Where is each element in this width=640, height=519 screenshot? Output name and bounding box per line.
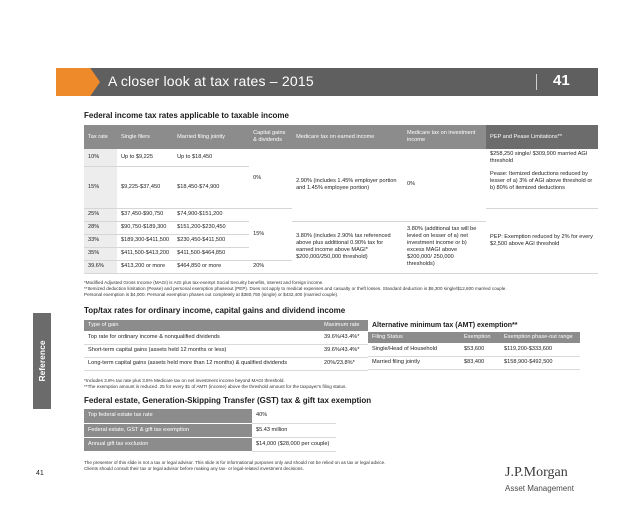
pease-text: Pease: Itemized deductions reduced by lesser of a) 3% of AGI above threshold or b) 80% of itemized deductions: [490, 171, 593, 191]
max-rate-cell: 39.6%/43.4%*: [320, 344, 368, 357]
header-divider: [536, 74, 537, 90]
phase-out-cell: $119,200-$333,600: [500, 343, 580, 356]
gain-type-cell: Top rate for ordinary income & nonqualified dividends: [84, 331, 320, 344]
footnote-amt: **The exemption amount is reduced .25 for every $1 of AMTI (income) above the threshold amount for the taxpayer's filing status.: [84, 384, 347, 389]
reference-tab-label: Reference: [37, 340, 47, 382]
disclaimer-line-2: Clients should consult their tax or legal advisor before making any tax- or legal-related investment decisions.: [84, 466, 304, 471]
estate-value-cell: $14,000 ($28,000 per couple): [252, 437, 336, 451]
amt-header-row: [368, 332, 580, 343]
rate-cell: 28%: [84, 221, 117, 234]
single-cell: $413,200 or more: [117, 260, 173, 273]
amt-title: Alternative minimum tax (AMT) exemption**: [372, 322, 518, 329]
capital-gains-title: Top/tax rates for ordinary income, capital gains and dividend income: [84, 306, 346, 315]
single-cell: $37,450-$90,750: [117, 208, 173, 221]
married-cell: $230,450-$411,500: [173, 234, 249, 247]
jpmorgan-logo-subtitle: Asset Management: [505, 484, 574, 493]
rate-cell: 33%: [84, 234, 117, 247]
header-medicare-earned: Medicare tax on earned income: [292, 125, 403, 149]
pep-threshold-text: $258,250 single/ $309,900 married AGI threshold: [490, 151, 588, 164]
header-page-number: 41: [553, 72, 570, 89]
gain-type-cell: Short-term capital gains (assets held 12 months or less): [84, 344, 320, 357]
single-cell: $189,300-$411,500: [117, 234, 173, 247]
estate-label-cell: Top federal estate tax rate: [84, 409, 252, 423]
table-row: [368, 356, 580, 369]
amt-table: [368, 332, 580, 370]
header-tax-rate: Tax rate: [84, 125, 117, 149]
footnote-exemption: Personal exemption is $4,000. Personal exemption phases out completely at $380,750 (single) or $432,400 (married couple).: [84, 292, 339, 297]
medicare-earned-cell: 3.80% (includes 2.90% tax referenced above plus additional 0.90% tax for earned income above MAGI* $200,000/250,000 threshold): [292, 221, 403, 273]
single-cell: $9,225-$37,450: [117, 166, 173, 208]
table-row: [84, 344, 368, 357]
cap-gains-cell: 15%: [249, 208, 292, 260]
table-row: [84, 437, 336, 451]
page-title: A closer look at tax rates – 2015: [108, 73, 314, 89]
cap-gains-cell: 0%: [249, 149, 292, 208]
rate-cell: 35%: [84, 247, 117, 260]
max-rate-cell: 39.6%/43.4%*: [320, 331, 368, 344]
table-row: [84, 423, 336, 437]
single-cell: Up to $9,225: [117, 149, 173, 166]
header-single-filers: Single filers: [117, 125, 173, 149]
filing-status-cell: Married filing jointly: [368, 356, 460, 369]
income-tax-title: Federal income tax rates applicable to taxable income: [84, 111, 289, 120]
phase-out-cell: $158,900-$492,500: [500, 356, 580, 369]
capital-gains-table: [84, 320, 368, 371]
rate-cell: 39.6%: [84, 260, 117, 273]
income-tax-table: [84, 125, 598, 274]
disclaimer-line-1: The presenter of this slide is not a tax or legal advisor. This slide is for informational purposes only and should not be relied on as tax or legal advice.: [84, 460, 386, 465]
header-type-of-gain: Type of gain: [84, 320, 320, 331]
header-maximum-rate: Maximum rate: [320, 320, 368, 331]
header-married-filing-jointly: Married filing jointly: [173, 125, 249, 149]
married-cell: $464,850 or more: [173, 260, 249, 273]
filing-status-cell: Single/Head of Household: [368, 343, 460, 356]
footer-page-number: 41: [36, 470, 44, 477]
table-row: [84, 409, 336, 423]
estate-value-cell: $5.43 million: [252, 423, 336, 437]
header-filing-status: Filing Status: [368, 332, 460, 343]
pep-exemption-cell: PEP: Exemption reduced by 2% for every $2,500 above AGI threshold: [486, 208, 598, 273]
cap-gains-cell: 20%: [249, 260, 292, 273]
exemption-cell: $83,400: [460, 356, 500, 369]
estate-table: [84, 409, 336, 452]
rate-cell: 10%: [84, 149, 117, 166]
table-row: [84, 149, 598, 166]
header-exemption: Exemption: [460, 332, 500, 343]
max-rate-cell: 20%/23.8%*: [320, 357, 368, 370]
table-row: [368, 343, 580, 356]
gain-type-cell: Long-term capital gains (assets held more than 12 months) & qualified dividends: [84, 357, 320, 370]
estate-title: Federal estate, Generation-Skipping Transfer (GST) tax & gift tax exemption: [84, 396, 372, 405]
rate-cell: 25%: [84, 208, 117, 221]
footnote-medicare: *Includes 3.8% tax rate plus 3.8% Medicare tax on net investment income beyond MAGI threshold.: [84, 378, 285, 383]
medicare-investment-cell: 0%: [403, 149, 486, 221]
medicare-investment-cell: 3.80% (additional tax will be levied on lesser of a) net investment income or b) excess MAGI above $200,000/ 250,000 thresholds): [403, 221, 486, 273]
single-cell: $90,750-$189,300: [117, 221, 173, 234]
pep-cell: [486, 149, 598, 208]
married-cell: $18,450-$74,900: [173, 166, 249, 208]
capital-gains-header-row: [84, 320, 368, 331]
income-tax-header-row: [84, 125, 598, 149]
header-capital-gains: Capital gains & dividends: [249, 125, 292, 149]
married-cell: Up to $18,450: [173, 149, 249, 166]
footnote-magi: *Modified Adjusted Gross Income (MAGI) is AGI plus tax-exempt Social Security benefits, interest and foreign income.: [84, 280, 324, 285]
table-row: [84, 357, 368, 370]
rate-cell: 15%: [84, 166, 117, 208]
single-cell: $411,500-$413,200: [117, 247, 173, 260]
married-cell: $411,500-$464,850: [173, 247, 249, 260]
medicare-earned-cell: 2.90% (includes 1.45% employer portion and 1.45% employee portion): [292, 149, 403, 221]
estate-label-cell: Federal estate, GST & gift tax exemption: [84, 423, 252, 437]
married-cell: $151,200-$230,450: [173, 221, 249, 234]
table-row: [84, 331, 368, 344]
jpmorgan-logo: J.P.Morgan: [505, 465, 568, 480]
header-phase-out-range: Exemption phase-out range: [500, 332, 580, 343]
estate-value-cell: 40%: [252, 409, 336, 423]
header-medicare-investment: Medicare tax on investment income: [403, 125, 486, 149]
married-cell: $74,900-$151,200: [173, 208, 249, 221]
estate-label-cell: Annual gift tax exclusion: [84, 437, 252, 451]
header-pep-pease: PEP and Pease Limitations**: [486, 125, 598, 149]
footnote-pease: **Itemized deduction limitation (Pease) and personal exemption phaseout (PEP). Does not apply to medical expenses and casualty or theft losses. Standard deduction is $6,300 single/$12,600 married couple.: [84, 286, 507, 291]
exemption-cell: $53,600: [460, 343, 500, 356]
